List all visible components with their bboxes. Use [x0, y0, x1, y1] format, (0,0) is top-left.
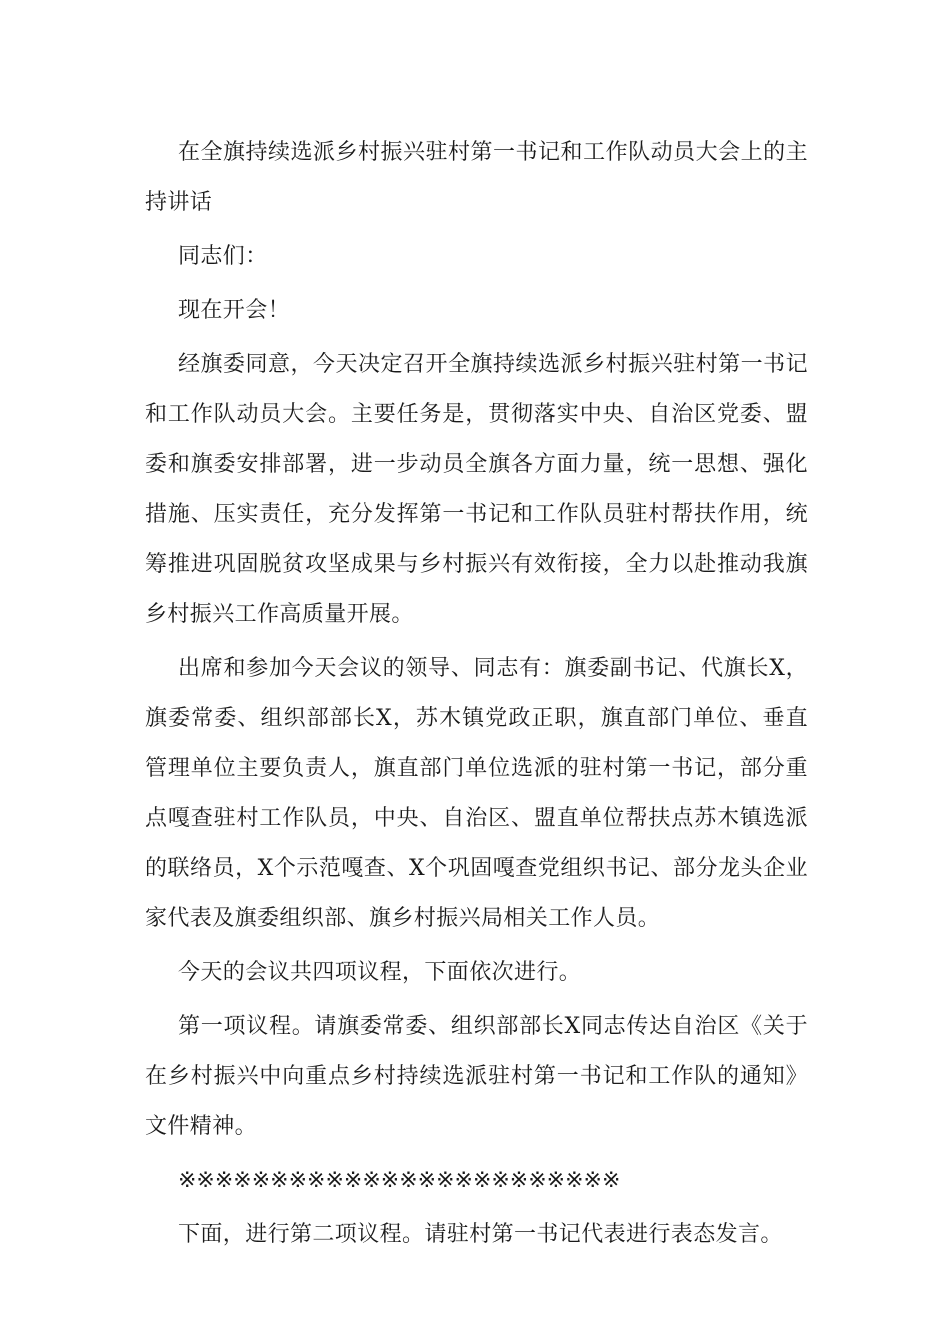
- agenda-item-two-paragraph: 下面，进行第二项议程。请驻村第一书记代表进行表态发言。: [178, 1222, 783, 1247]
- agenda-intro-paragraph: 今天的会议共四项议程，下面依次进行。: [178, 960, 582, 985]
- document-body: [145, 128, 808, 1264]
- speech-title: 在全旗持续选派乡村振兴驻村第一书记和工作队动员大会上的主持讲话: [145, 140, 808, 215]
- meeting-purpose-paragraph: 经旗委同意，今天决定召开全旗持续选派乡村振兴驻村第一书记和工作队动员大会。主要任务是，贯彻落实中央、自治区党委、盟委和旗委安排部署，进一步动员全旗各方面力量，统一思想、强化措施、压实责任，充分发挥第一书记和工作队员驻村帮扶作用，统筹推进巩固脱贫攻坚成果与乡村振兴有效衔接，全力以赴推动我旗乡村振兴工作高质量开展。: [145, 352, 808, 627]
- attendees-paragraph: 出席和参加今天会议的领导、同志有：旗委副书记、代旗长X，旗委常委、组织部部长X，苏木镇党政正职，旗直部门单位、垂直管理单位主要负责人，旗直部门单位选派的驻村第一书记，部分重点嘎查驻村工作队员，中央、自治区、盟直单位帮扶点苏木镇选派的联络员，X个示范嘎查、X个巩固嘎查党组织书记、部分龙头企业家代表及旗委组织部、旗乡村振兴局相关工作人员。: [145, 656, 808, 931]
- opening-line: 现在开会！: [178, 298, 291, 323]
- agenda-item-one-paragraph: 第一项议程。请旗委常委、组织部部长X同志传达自治区《关于在乡村振兴中向重点乡村持续选派驻村第一书记和工作队的通知》文件精神。: [145, 1014, 808, 1139]
- salutation: 同志们：: [178, 244, 268, 269]
- section-separator: ※※※※※※※※※※※※※※※※※※※※※※※※: [178, 1168, 621, 1193]
